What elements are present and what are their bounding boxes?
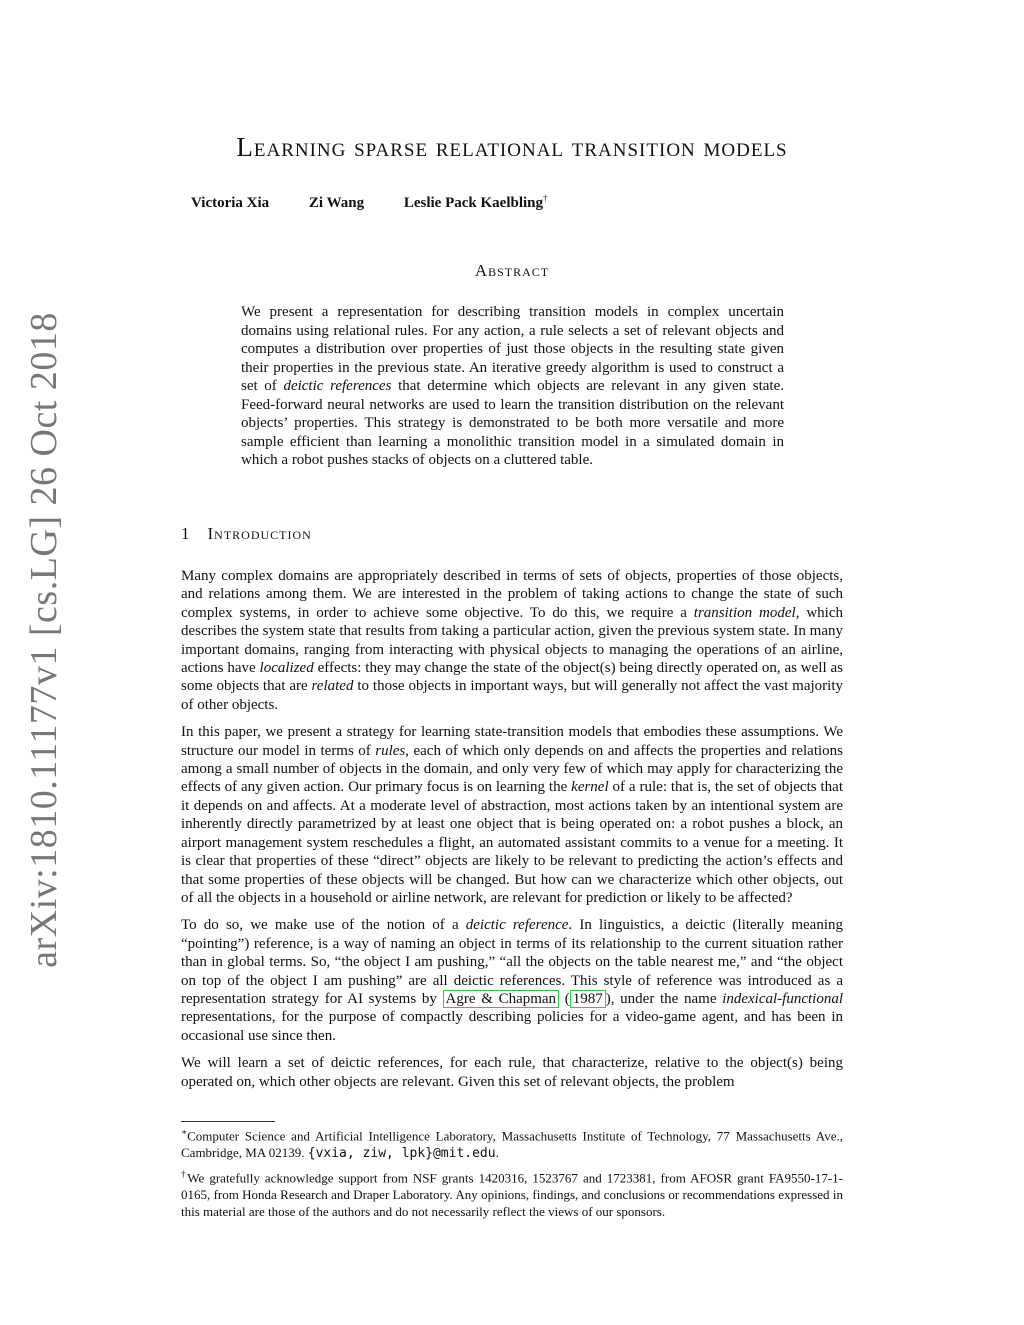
footnote: †We gratefully acknowledge support from NSF grants 1420316, 1523767 and 1723381, from AFOSR grant FA9550-17-1-0165, from Honda Research and Draper Laboratory. Any opinions, findings, and conclusions or recommendations expressed in this material are those of the authors and do not necessarily reflect the views of our sponsors. (181, 1169, 843, 1219)
paper-title: Learning sparse relational transition models (236, 132, 788, 162)
footnote-mark: ∗ (181, 1127, 188, 1137)
author-list (191, 193, 584, 212)
section-heading (181, 524, 312, 544)
paragraph: We will learn a set of deictic references, for each rule, that characterize, relative to the object(s) being operated on, which other objects are relevant. Given this set of relevant objects, the problem (181, 1055, 843, 1090)
footnote-mark: † (543, 193, 548, 203)
author-name: Zi Wang (308, 195, 365, 211)
footnotes (181, 1124, 843, 1224)
section-number: 1 (181, 524, 190, 543)
body-text (181, 567, 843, 1100)
footnote-mark: † (181, 1169, 188, 1180)
paragraph: To do so, we make use of the notion of a deictic reference. In linguistics, a deictic (literally meaning “pointing”) reference, is a way of naming an object in terms of its relationship to the current situation rather than in global terms. So, “the object I am pushing,” “all the objects on the table nearest me,” and “the object on top of the object I am pushing” are all deictic references. This style of reference was introduced as a representation strategy for AI systems by Agre & Chapman ( 1987 ), under the name indexical-functional representations, for the purpose of compactly describing policies for a video-game agent, and has been in occasional use since then. (181, 917, 843, 1044)
footnote-divider (181, 1121, 275, 1122)
author-name: Leslie Pack Kaelbling† (403, 193, 548, 211)
author-name: Victoria Xia (191, 195, 270, 211)
citation-link[interactable]: Agre & Chapman (443, 990, 560, 1008)
footnote: ∗Computer Science and Artificial Intelligence Laboratory, Massachusetts Institute of Technology, 77 Massachusetts Ave., Cambridge, MA 02139. {vxia, ziw, lpk}@mit.edu. (181, 1127, 843, 1161)
arxiv-identifier: arXiv:1810.11177v1 [cs.LG] 26 Oct 2018 (23, 312, 65, 968)
section-title: Introduction (207, 524, 312, 543)
paragraph: In this paper, we present a strategy for learning state-transition models that embodies these assumptions. We structure our model in terms of rules, each of which only depends on and affects the properties and relations among a small number of objects in the domain, and only very few of which may apply for characterizing the effects of any given action. Our primary focus is on learning the kernel of a rule: that is, the set of objects that it depends on and affects. At a moderate level of abstraction, most actions taken by an intentional system are inherently directly parametrized by at least one object that is being operated on: a robot pushes a block, an airport management system reschedules a flight, an automated assistant commits to a venue for a meeting. It is clear that properties of these “direct” objects are likely to be relevant to predicting the action’s effects and that some properties of these objects will be changed. But how can we characterize which other objects, out of all the objects in a household or airline network, are relevant for prediction or likely to be affected? (181, 724, 843, 906)
email-addresses: {vxia, ziw, lpk}@mit.edu (307, 1145, 496, 1161)
abstract-body: We present a representation for describing transition models in complex uncertain domains using relational rules. For any action, a rule selects a set of relevant objects and computes a distribution over properties of just those objects in the resulting state given their properties in the previous state. An iterative greedy algorithm is used to construct a set of deictic references that determine which objects are relevant in any given state. Feed-forward neural networks are used to learn the transition distribution on the relevant objects’ properties. This strategy is demonstrated to be both more versatile and more sample efficient than learning a monolithic transition model in a simulated domain in which a robot pushes stacks of objects on a cluttered table. (241, 304, 784, 468)
arxiv-sidebar (0, 312, 80, 968)
paragraph: Many complex domains are appropriately described in terms of sets of objects, properties of those objects, and relations among them. We are interested in the problem of taking actions to change the state of such complex systems, in order to achieve some objective. To do this, we require a transition model, which describes the system state that results from taking a particular action, given the previous system state. In many important domains, ranging from interacting with physical objects to managing the operations of an airline, actions have localized effects: they may change the state of the object(s) being directly operated on, as well as some objects that are related to those objects in important ways, but will generally not affect the vast majority of other objects. (181, 568, 843, 713)
abstract-heading: Abstract (474, 261, 550, 280)
citation-year-link[interactable]: 1987 (570, 990, 606, 1008)
